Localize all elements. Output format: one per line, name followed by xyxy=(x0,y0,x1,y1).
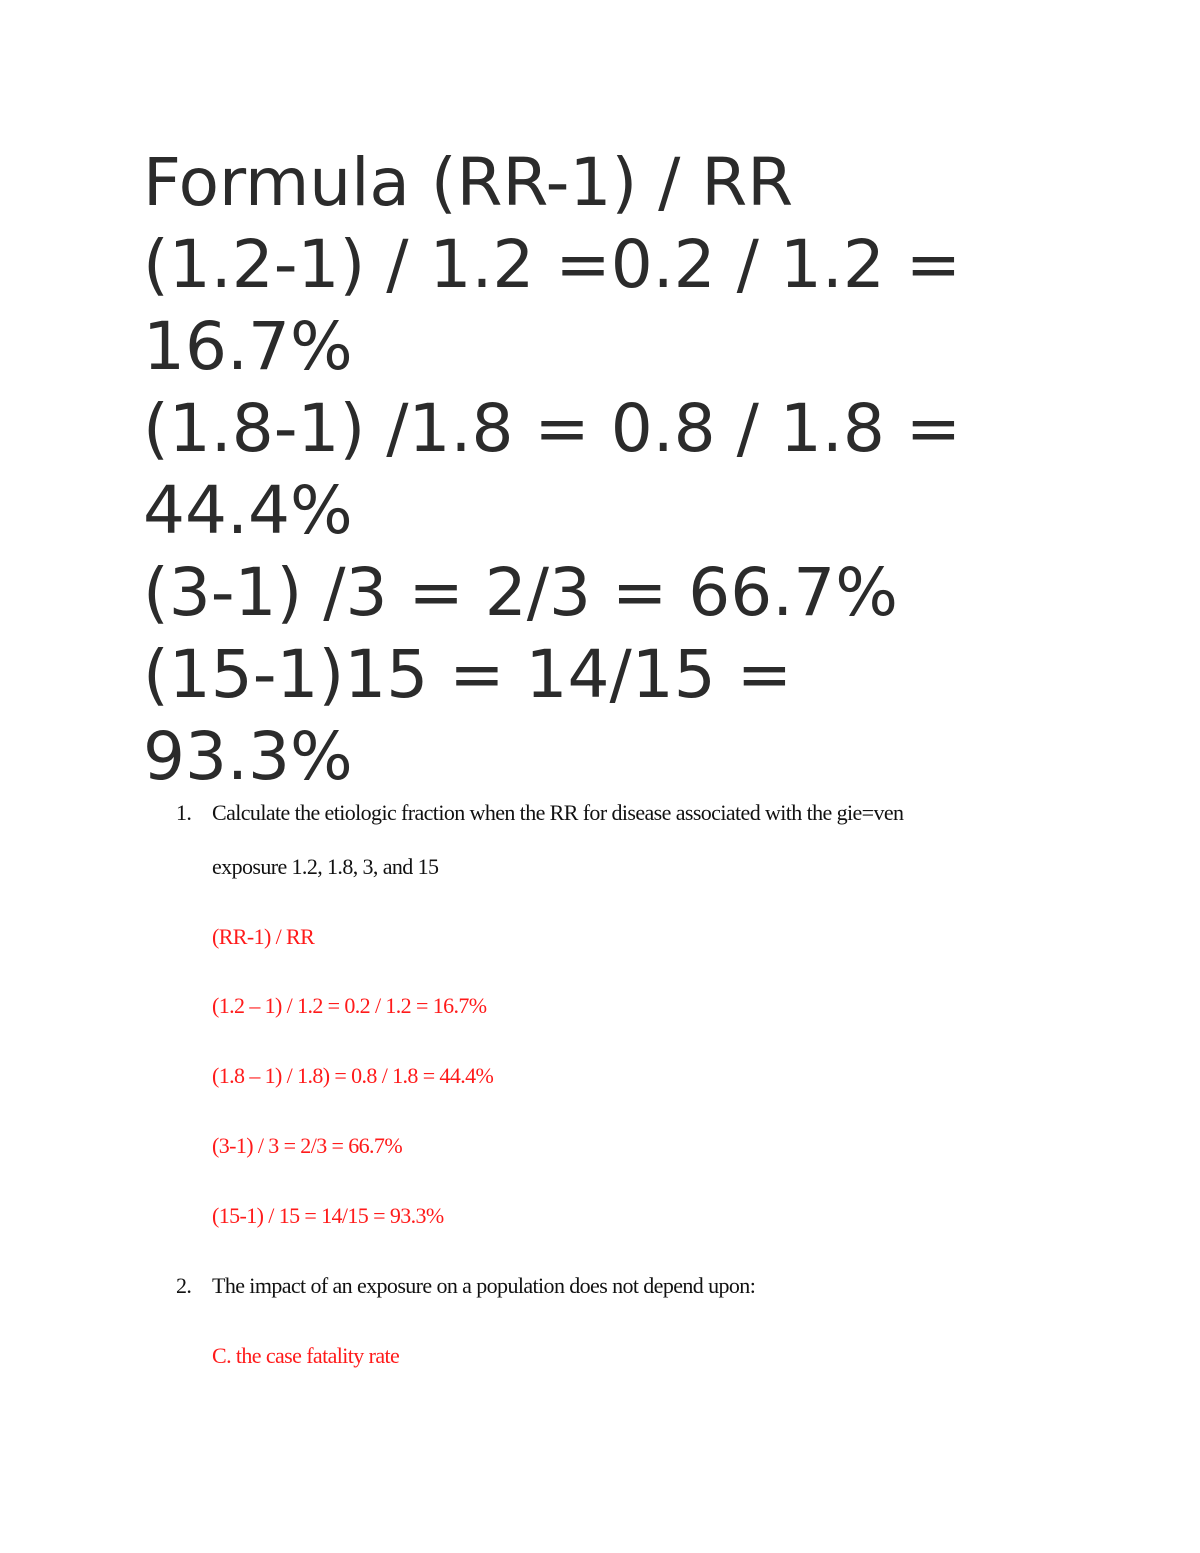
heading-line: (15-1)15 = 14/15 = xyxy=(143,636,793,713)
heading-line: 16.7% xyxy=(143,308,353,385)
answer-line: (1.2 – 1) / 1.2 = 0.2 / 1.2 = 16.7% xyxy=(212,993,487,1018)
answer-line: (RR-1) / RR xyxy=(212,924,315,949)
answer-line: (1.8 – 1) / 1.8) = 0.8 / 1.8 = 44.4% xyxy=(212,1063,494,1088)
heading-line: (3-1) /3 = 2/3 = 66.7% xyxy=(143,554,898,631)
question-text: exposure 1.2, 1.8, 3, and 15 xyxy=(212,854,439,879)
answer-line: (3-1) / 3 = 2/3 = 66.7% xyxy=(212,1133,403,1158)
heading-line: Formula (RR-1) / RR xyxy=(143,144,794,221)
heading-line: (1.2-1) / 1.2 =0.2 / 1.2 = xyxy=(143,226,962,303)
question-number: 2. xyxy=(176,1273,192,1298)
answer-line: C. the case fatality rate xyxy=(212,1343,400,1368)
question-text: The impact of an exposure on a population does not depend upon: xyxy=(212,1273,756,1298)
question-text: Calculate the etiologic fraction when the RR for disease associated with the gie=ven xyxy=(212,800,904,825)
heading-line: 44.4% xyxy=(143,472,353,549)
answer-line: (15-1) / 15 = 14/15 = 93.3% xyxy=(212,1203,444,1228)
heading-line: (1.8-1) /1.8 = 0.8 / 1.8 = xyxy=(143,390,962,467)
heading-line: 93.3% xyxy=(143,718,353,795)
question-number: 1. xyxy=(176,800,192,825)
